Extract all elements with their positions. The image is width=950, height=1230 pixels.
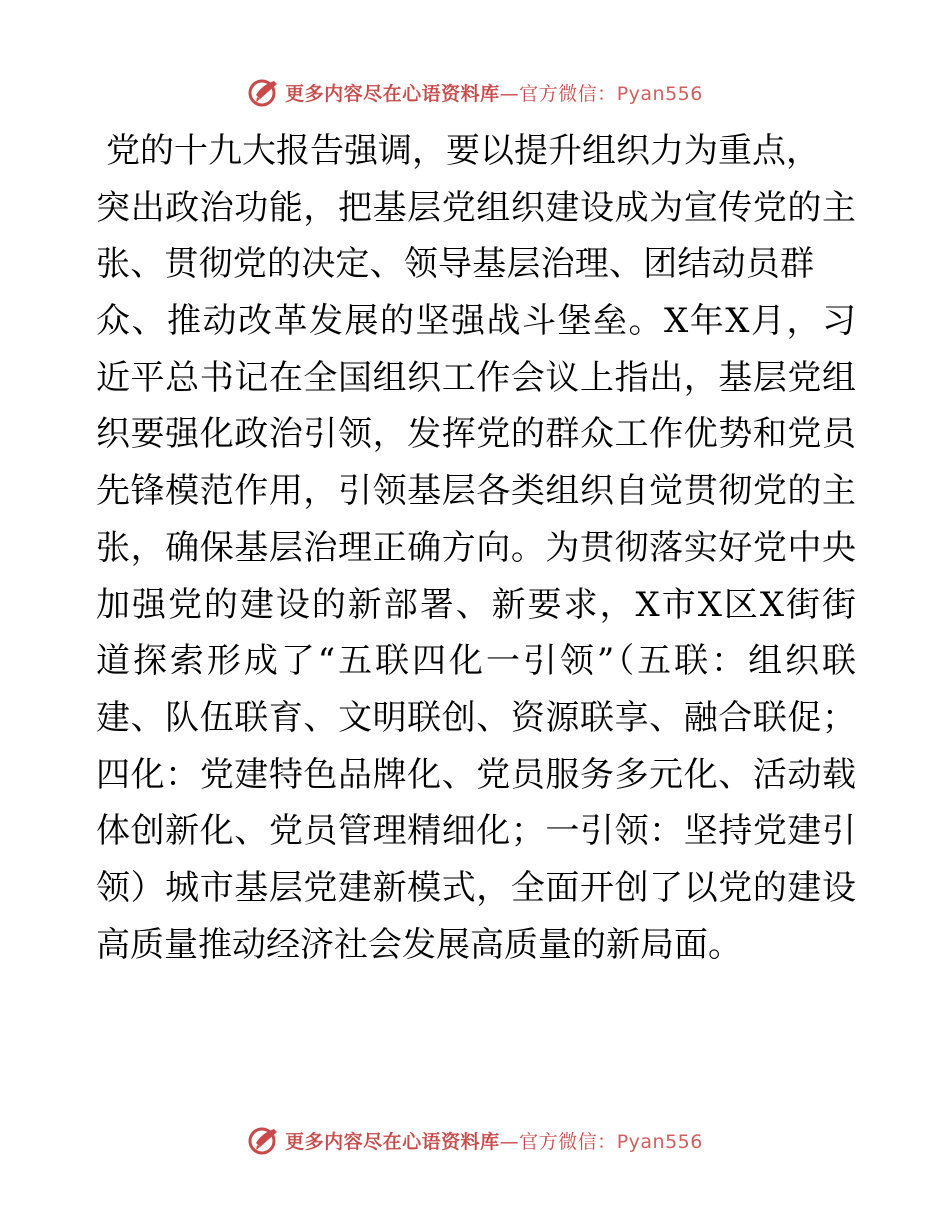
watermark-handle: Pyan556 bbox=[616, 1130, 703, 1153]
body-line: 建、队伍联育、文明联创、资源联享、融合联促； bbox=[96, 697, 856, 738]
watermark-contact-label: 官方微信： bbox=[519, 82, 617, 105]
document-body bbox=[96, 123, 856, 973]
body-line: 突出政治功能，把基层党组织建设成为宣传党的主 bbox=[96, 187, 856, 228]
header-watermark bbox=[0, 72, 950, 112]
body-line: 高质量推动经济社会发展高质量的新局面。 bbox=[96, 924, 742, 965]
body-line: 加强党的建设的新部署、新要求，X市X区X街街 bbox=[96, 584, 856, 625]
body-line: 张，确保基层治理正确方向。为贯彻落实好党中央 bbox=[96, 527, 856, 568]
watermark-text bbox=[285, 1127, 703, 1154]
footer-watermark bbox=[0, 1120, 950, 1160]
watermark-text bbox=[285, 79, 703, 106]
body-line: 张、贯彻党的决定、领导基层治理、团结动员群 bbox=[96, 244, 814, 285]
body-line: 党的十九大报告强调，要以提升组织力为重点， bbox=[106, 131, 820, 171]
body-line: 织要强化政治引领，发挥党的群众工作优势和党员 bbox=[96, 414, 856, 455]
pen-circle-logo-icon bbox=[247, 1123, 281, 1157]
body-line: 体创新化、党员管理精细化；一引领：坚持党建引 bbox=[96, 811, 856, 852]
watermark-brand: 更多内容尽在心语资料库 bbox=[285, 1130, 500, 1153]
watermark-contact-label: 官方微信： bbox=[519, 1130, 617, 1153]
body-line: 四化：党建特色品牌化、党员服务多元化、活动载 bbox=[96, 754, 856, 795]
body-line: 道探索形成了“五联四化一引领”（五联：组织联 bbox=[96, 641, 856, 682]
body-line: 众、推动改革发展的坚强战斗堡垒。X年X月，习 bbox=[96, 301, 856, 342]
body-line: 近平总书记在全国组织工作会议上指出，基层党组 bbox=[96, 357, 856, 398]
watermark-separator: — bbox=[499, 1130, 520, 1153]
body-line: 先锋模范作用，引领基层各类组织自觉贯彻党的主 bbox=[96, 471, 856, 512]
watermark-brand: 更多内容尽在心语资料库 bbox=[285, 82, 500, 105]
pen-circle-logo-icon bbox=[247, 75, 281, 109]
body-line: 领）城市基层党建新模式，全面开创了以党的建设 bbox=[96, 867, 856, 908]
watermark-handle: Pyan556 bbox=[616, 82, 703, 105]
watermark-separator: — bbox=[499, 82, 520, 105]
